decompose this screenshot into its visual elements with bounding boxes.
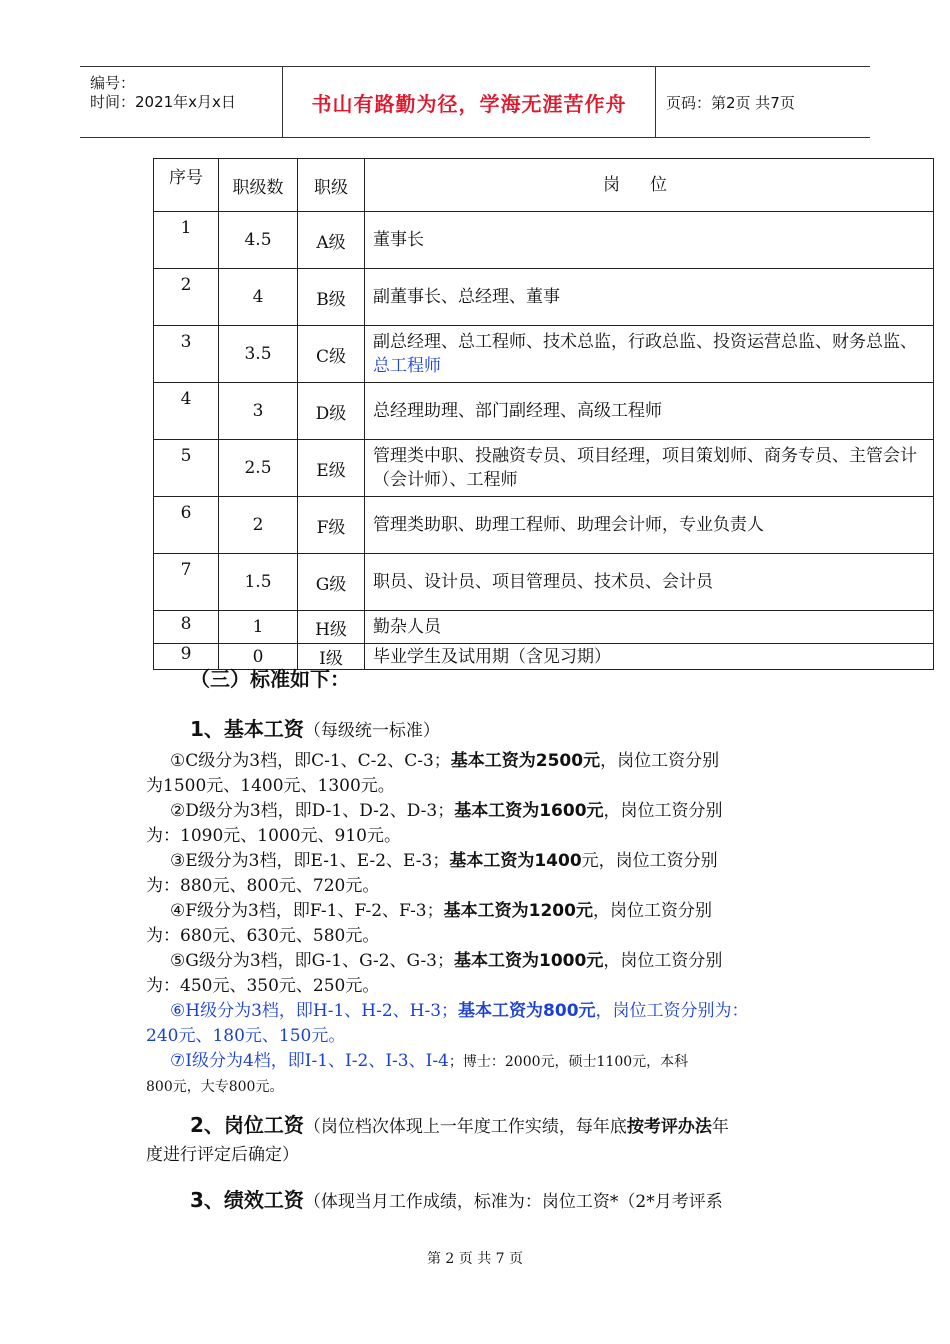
item-basic-wage: 基本工资为1600元	[454, 801, 604, 821]
table-row	[154, 611, 934, 644]
item-text: ③E级分为3档，即E-1、E-2、E-3；	[170, 851, 450, 871]
row-grade: D级	[298, 383, 365, 440]
row-level: 3	[219, 383, 298, 440]
item-basic-wage: 基本工资为1400	[449, 851, 582, 871]
wage-item-g	[146, 949, 826, 999]
row-grade: H级	[298, 611, 365, 644]
table-row	[154, 554, 934, 611]
item-text: ⑦I级分为4档，即I-1、I-2、I-3、I-4	[170, 1051, 449, 1071]
header-slogan: 书山有路勤为径，学海无涯苦作舟	[311, 91, 627, 116]
row-no: 3	[154, 326, 219, 383]
row-grade: G级	[298, 554, 365, 611]
item-text: 为：880元、800元、720元。	[146, 876, 380, 896]
page-footer: 第 2 页 共 7 页	[426, 1251, 524, 1267]
row-no: 9	[154, 644, 219, 670]
item-text: ④F级分为3档，即F-1、F-2、F-3；	[170, 901, 444, 921]
row-grade: A级	[298, 212, 365, 269]
item-text: ，岗位工资分别	[603, 801, 723, 821]
row-level: 3.5	[219, 326, 298, 383]
item-text: ，岗位工资分别	[592, 901, 712, 921]
table-row	[154, 269, 934, 326]
table-row	[154, 383, 934, 440]
row-grade: I级	[298, 644, 365, 670]
row-grade: C级	[298, 326, 365, 383]
row-no: 1	[154, 212, 219, 269]
wage-item-e	[146, 849, 826, 899]
row-posts: 总经理助理、部门副经理、高级工程师	[365, 383, 934, 440]
item-text: 为：450元、350元、250元。	[146, 976, 380, 996]
basic-wage-note: （每级统一标准）	[303, 721, 440, 741]
post-wage-text: 年	[711, 1117, 729, 1137]
post-wage-method: 按考评办法	[626, 1117, 712, 1137]
item-text: 为1500元、1400元、1300元。	[146, 776, 395, 796]
item-text: ，岗位工资分别	[603, 951, 723, 971]
wage-item-c	[146, 749, 826, 799]
row-posts: 毕业学生及试用期（含见习期）	[365, 644, 934, 670]
item-text: 元，岗位工资分别	[581, 851, 718, 871]
item-text: ⑥H级分为3档，即H-1、H-2、H-3；	[170, 1001, 459, 1021]
table-row	[154, 497, 934, 554]
item-basic-wage: 基本工资为800元	[458, 1001, 596, 1021]
row-level: 1	[219, 611, 298, 644]
row-posts-text: 副总经理、总工程师、技术总监，行政总监、投资运营总监、财务总监、	[373, 332, 917, 352]
table-row	[154, 440, 934, 497]
row-no: 7	[154, 554, 219, 611]
item-basic-wage: 基本工资为1200元	[443, 901, 593, 921]
wage-item-d	[146, 799, 826, 849]
row-posts: 管理类中职、投融资专员、项目经理，项目策划师、商务专员、主管会计（会计师）、工程师	[365, 440, 934, 497]
wage-item-f	[146, 899, 826, 949]
item-degree-wages: ；博士：2000元，硕士1100元，本科	[448, 1054, 689, 1070]
basic-wage-title: 1、基本工资	[190, 717, 304, 741]
item-text: ②D级分为3档，即D-1、D-2、D-3；	[170, 801, 455, 821]
performance-wage-paragraph	[146, 1186, 826, 1216]
row-level: 4.5	[219, 212, 298, 269]
row-level: 1.5	[219, 554, 298, 611]
row-level: 0	[219, 644, 298, 670]
col-header-posts: 岗位	[365, 159, 934, 212]
page-header	[80, 66, 870, 138]
item-basic-wage: 基本工资为2500元	[450, 751, 601, 771]
table-header-row	[154, 159, 934, 212]
row-posts: 职员、设计员、项目管理员、技术员、会计员	[365, 554, 934, 611]
post-wage-title: 2、岗位工资	[190, 1113, 304, 1137]
table-row	[154, 212, 934, 269]
row-no: 5	[154, 440, 219, 497]
row-grade: B级	[298, 269, 365, 326]
item-basic-wage: 基本工资为1000元	[454, 951, 604, 971]
header-page-number: 页码：第2页 共7页	[666, 93, 795, 112]
row-no: 4	[154, 383, 219, 440]
basic-wage-heading	[190, 713, 440, 742]
item-text: ⑤G级分为3档，即G-1、G-2、G-3；	[170, 951, 455, 971]
col-header-no: 序号	[154, 159, 219, 212]
performance-wage-text: （体现当月工作成绩，标准为：岗位工资*（2*月考评系	[303, 1192, 723, 1212]
item-text: 为：1090元、1000元、910元。	[146, 826, 401, 846]
row-posts: 管理类助职、助理工程师、助理会计师，专业负责人	[365, 497, 934, 554]
post-wage-text: （岗位档次体现上一年度工作实绩，每年底	[303, 1117, 627, 1137]
document-time: 时间：2021年x月x日	[90, 93, 236, 111]
post-wage-text-cont: 度进行评定后确定）	[146, 1145, 299, 1165]
header-info	[80, 67, 283, 137]
document-number: 编号：	[90, 74, 136, 92]
row-posts: 副董事长、总经理、董事	[365, 269, 934, 326]
post-wage-paragraph	[146, 1111, 826, 1169]
row-no: 2	[154, 269, 219, 326]
row-posts	[365, 326, 934, 383]
item-text: ，岗位工资分别为：	[595, 1001, 749, 1021]
row-no: 6	[154, 497, 219, 554]
item-degree-wages-cont: 800元，大专800元。	[146, 1079, 284, 1095]
wage-item-h	[146, 999, 826, 1049]
row-no: 8	[154, 611, 219, 644]
grade-table	[153, 158, 934, 670]
item-text: ，岗位工资分别	[600, 751, 720, 771]
row-posts: 勤杂人员	[365, 611, 934, 644]
row-level: 2	[219, 497, 298, 554]
performance-wage-title: 3、绩效工资	[190, 1188, 304, 1212]
row-posts-highlight: 总工程师	[373, 356, 441, 376]
row-grade: E级	[298, 440, 365, 497]
row-posts: 董事长	[365, 212, 934, 269]
row-level: 2.5	[219, 440, 298, 497]
col-header-grade: 职级	[298, 159, 365, 212]
header-slogan-cell	[283, 67, 656, 137]
wage-item-i	[146, 1049, 826, 1100]
row-grade: F级	[298, 497, 365, 554]
section-title: （三）标准如下：	[190, 667, 350, 691]
item-text: 为：680元、630元、580元。	[146, 926, 380, 946]
table-row	[154, 326, 934, 383]
item-text: 240元、180元、150元。	[146, 1026, 346, 1046]
item-text: ①C级分为3档，即C-1、C-2、C-3；	[170, 751, 451, 771]
col-header-level: 职级数	[219, 159, 298, 212]
row-level: 4	[219, 269, 298, 326]
